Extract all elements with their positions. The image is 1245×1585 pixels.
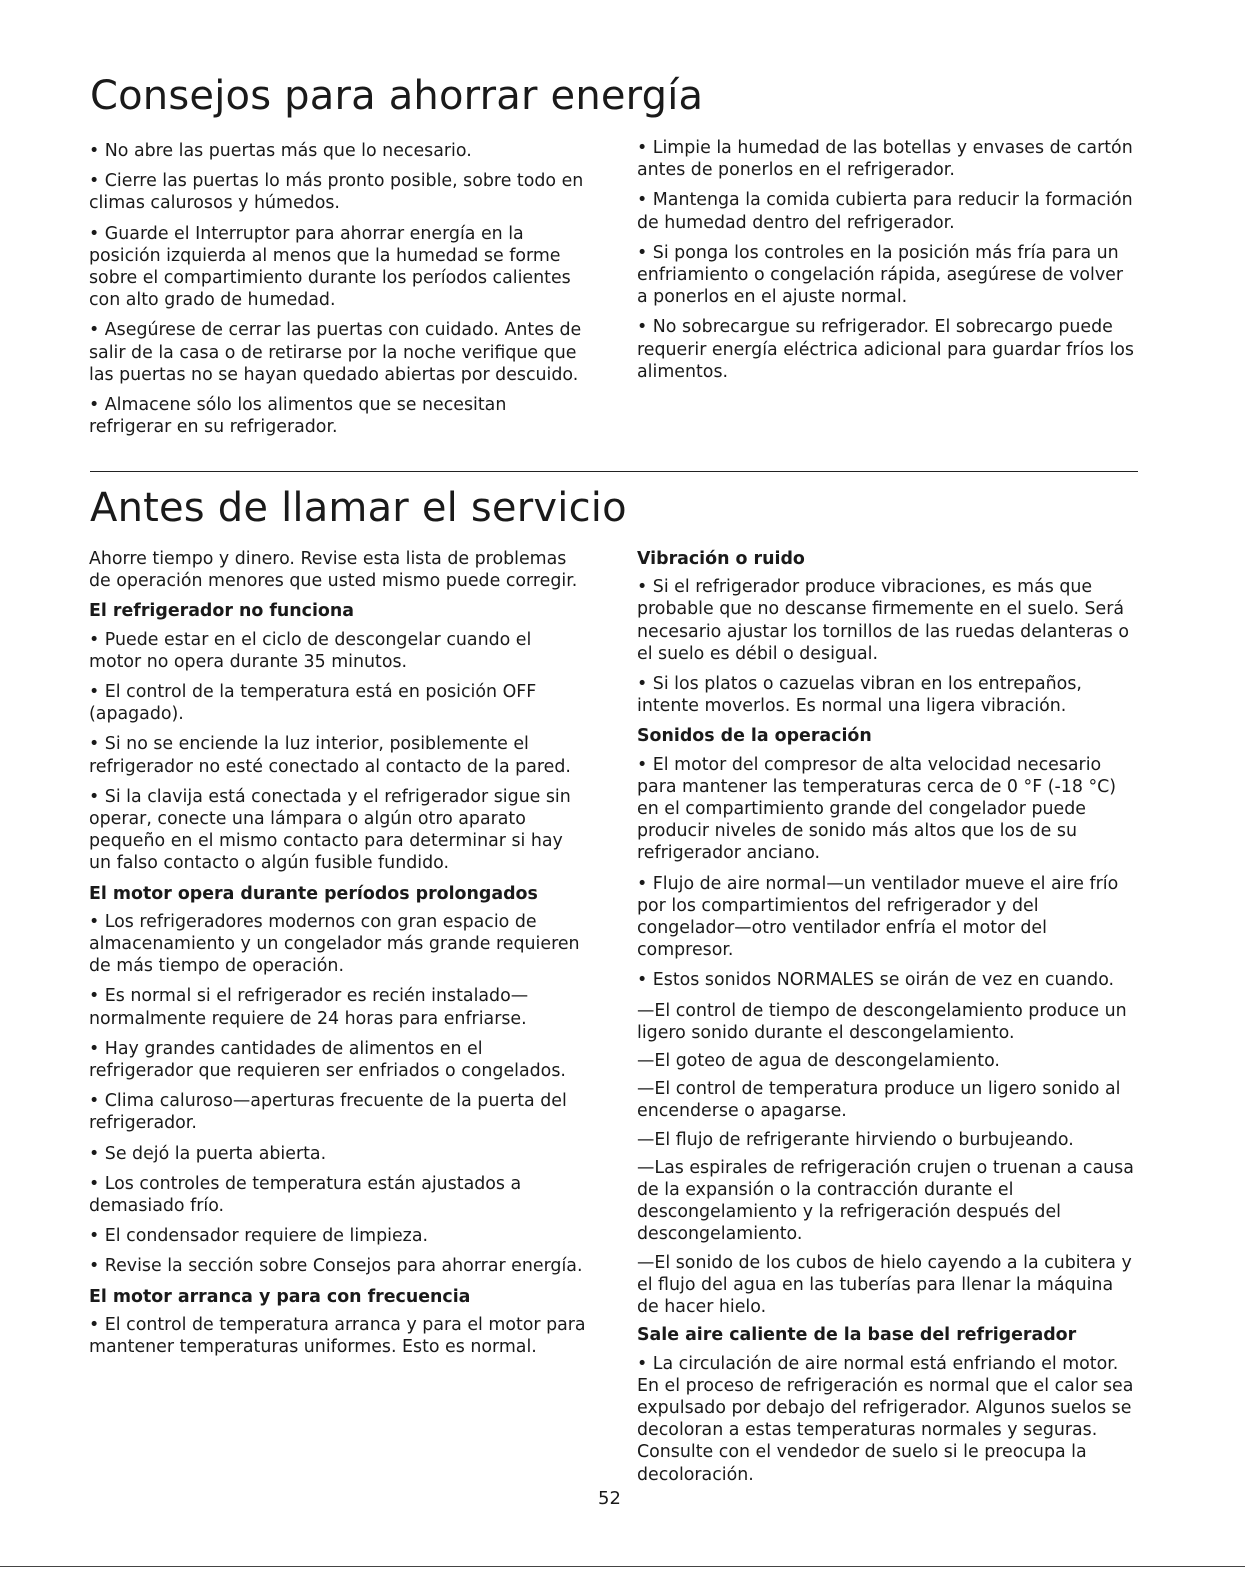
list-item: • El motor del compresor de alta velocidad necesario para mantener las temperaturas cerca de 0 °F (-18 °C) en el compartimiento grande del congelador puede producir niveles de sonido más altos que los de su refrigerador anciano.: [637, 754, 1117, 864]
list-item: • El condensador requiere de limpieza.: [89, 1226, 428, 1247]
subheading-operation-sounds: Sonidos de la operación: [637, 726, 872, 747]
section-divider: [90, 471, 1138, 472]
list-item: • Es normal si el refrigerador es recién instalado—normalmente requiere de 24 horas para enfriarse.: [89, 986, 529, 1029]
dash-item: —El sonido de los cubos de hielo cayendo a la cubitera y el flujo del agua en las tuberías para llenar la máquina de hacer hielo.: [637, 1252, 1132, 1318]
energy-tips-right-column: [637, 137, 1137, 391]
list-item: • Mantenga la comida cubierta para reducir la formación de humedad dentro del refrigerador.: [637, 190, 1133, 233]
list-item: • Si los platos o cazuelas vibran en los entrepaños, intente moverlos. Es normal una ligera vibración.: [637, 674, 1082, 717]
list-item: • Se dejó la puerta abierta.: [89, 1143, 327, 1164]
list-item: • Asegúrese de cerrar las puertas con cuidado. Antes de salir de la casa o de retirarse por la noche verifique que las puertas no se hayan quedado abiertas por descuido.: [89, 320, 582, 385]
list-item: • Si no se enciende la luz interior, posiblemente el refrigerador no esté conectado al contacto de la pared.: [89, 734, 571, 777]
list-item: • No sobrecargue su refrigerador. El sobrecargo puede requerir energía eléctrica adicional para guardar fríos los alimentos.: [637, 317, 1134, 382]
list-item: • Cierre las puertas lo más pronto posible, sobre todo en climas calurosos y húmedos.: [89, 171, 584, 214]
list-item: • La circulación de aire normal está enfriando el motor. En el proceso de refrigeración es normal que el calor sea expulsado por debajo del refrigerador. Algunos suelos se decoloran a estas temperaturas normales y seguras. Consulte con el vendedor de suelo si le preocupa la decoloración.: [637, 1353, 1134, 1485]
section-title-energy-tips: Consejos para ahorrar energía: [90, 73, 704, 119]
intro-text: Ahorre tiempo y dinero. Revise esta lista de problemas de operación menores que usted mismo puede corregir.: [89, 549, 578, 592]
dash-item: —El flujo de refrigerante hirviendo o burbujeando.: [637, 1129, 1074, 1150]
list-item: • Puede estar en el ciclo de descongelar cuando el motor no opera durante 35 minutos.: [89, 629, 532, 672]
list-item: • No abre las puertas más que lo necesario.: [89, 141, 472, 161]
list-item: • Clima caluroso—aperturas frecuente de la puerta del refrigerador.: [89, 1091, 567, 1134]
list-item: • Almacene sólo los alimentos que se necesitan refrigerar en su refrigerador.: [89, 395, 507, 438]
page-number: 52: [598, 1488, 621, 1509]
list-item: • Guarde el Interruptor para ahorrar energía en la posición izquierda al menos que la humedad se forme sobre el compartimiento durante los períodos calientes con alto grado de humedad.: [89, 223, 571, 311]
dash-item: —Las espirales de refrigeración crujen o truenan a causa de la expansión o la contracción durante el descongelamiento y la refrigeración después del descongelamiento.: [637, 1157, 1134, 1245]
subheading-cycling: El motor arranca y para con frecuencia: [89, 1286, 471, 1307]
list-item: • Limpie la humedad de las botellas y envases de cartón antes de ponerlos en el refrigerador.: [637, 138, 1133, 181]
subheading-long-run: El motor opera durante períodos prolongados: [89, 883, 538, 904]
list-item: • Si el refrigerador produce vibraciones, es más que probable que no descanse firmemente en el suelo. Será necesario ajustar los tornillos de las ruedas delanteras o el suelo es débil o desigual.: [637, 577, 1129, 664]
list-item: • Si ponga los controles en la posición más fría para un enfriamiento o congelación rápida, asegúrese de volver a ponerlos en el ajuste normal.: [637, 242, 1123, 308]
subheading-not-working: El refrigerador no funciona: [89, 601, 354, 622]
subheading-warm-air: Sale aire caliente de la base del refrigerador: [637, 1325, 1077, 1346]
list-item: • Hay grandes cantidades de alimentos en el refrigerador que requieren ser enfriados o congelados.: [89, 1038, 566, 1082]
list-item: • El control de la temperatura está en posición OFF (apagado).: [89, 682, 537, 725]
subheading-vibration: Vibración o ruido: [637, 549, 805, 569]
section-title-before-service: Antes de llamar el servicio: [90, 485, 627, 531]
dash-item: —El control de tiempo de descongelamiento produce un ligero sonido durante el descongelamiento.: [637, 1000, 1127, 1043]
dash-item: —El control de temperatura produce un ligero sonido al encenderse o apagarse.: [637, 1079, 1121, 1122]
list-item: • El control de temperatura arranca y para el motor para mantener temperaturas uniformes. Esto es normal.: [89, 1314, 586, 1358]
list-item: • Los controles de temperatura están ajustados a demasiado frío.: [89, 1173, 522, 1217]
list-item: • Si la clavija está conectada y el refrigerador sigue sin operar, conecte una lámpara o algún otro aparato pequeño en el mismo contacto para determinar si hay un falso contacto o algún fusible fundido.: [89, 786, 571, 874]
bottom-rule: [0, 1566, 1245, 1567]
list-item: • Los refrigeradores modernos con gran espacio de almacenamiento y un congelador más grande requieren de más tiempo de operación.: [89, 911, 580, 977]
troubleshooting-right-column: [637, 548, 1137, 1494]
list-item: • Estos sonidos NORMALES se oirán de vez en cuando.: [637, 970, 1115, 991]
energy-tips-left-column: [89, 140, 589, 446]
list-item: • Flujo de aire normal—un ventilador mueve el aire frío por los compartimientos del refrigerador y del congelador—otro ventilador enfría el motor del compresor.: [637, 873, 1119, 961]
list-item: • Revise la sección sobre Consejos para ahorrar energía.: [89, 1256, 583, 1277]
dash-item: —El goteo de agua de descongelamiento.: [637, 1051, 1000, 1072]
troubleshooting-left-column: [89, 548, 589, 1366]
